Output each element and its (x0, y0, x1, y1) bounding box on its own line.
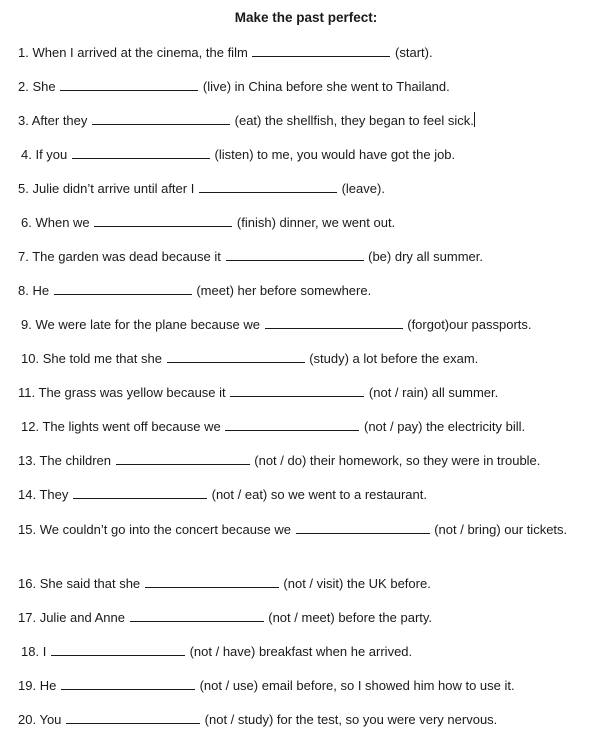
item-text-after: (not / have) breakfast when he arrived. (189, 644, 413, 659)
item-text-after: (not / pay) the electricity bill. (363, 419, 526, 434)
exercise-item-17 (18, 608, 432, 628)
answer-blank[interactable] (252, 43, 390, 57)
item-text-before: He (39, 678, 57, 693)
answer-blank[interactable] (225, 417, 359, 431)
item-number: 5. (18, 181, 29, 196)
item-text-before: She said that she (39, 576, 141, 591)
item-text-after: (forgot)our passports. (407, 317, 532, 332)
item-text-before: We couldn’t go into the concert because we (39, 522, 291, 537)
item-text-before: He (32, 283, 50, 298)
item-text-before: We were late for the plane because we (35, 317, 260, 332)
item-text-before: The children (39, 453, 112, 468)
item-number: 13. (18, 453, 37, 468)
exercise-item-18 (21, 642, 412, 662)
item-text-before: She (32, 79, 56, 94)
item-text-before: They (39, 487, 69, 502)
answer-blank[interactable] (230, 383, 364, 397)
item-number: 12. (21, 419, 40, 434)
answer-blank[interactable] (199, 179, 337, 193)
item-text-before: If you (35, 147, 68, 162)
exercise-item-5 (18, 179, 385, 199)
answer-blank[interactable] (130, 608, 264, 622)
item-text-before: She told me that she (42, 351, 162, 366)
answer-blank[interactable] (167, 349, 305, 363)
item-number: 9. (21, 317, 32, 332)
answer-blank[interactable] (60, 77, 198, 91)
item-number: 16. (18, 576, 37, 591)
item-text-before: You (39, 712, 62, 727)
exercise-item-11 (18, 383, 498, 403)
item-text-after: (not / meet) before the party. (268, 610, 433, 625)
answer-blank[interactable] (92, 111, 230, 125)
item-text-before: After they (31, 113, 88, 128)
answer-blank[interactable] (265, 315, 403, 329)
item-text-after: (listen) to me, you would have got the job. (214, 147, 456, 162)
item-text-before: Julie didn’t arrive until after I (32, 181, 195, 196)
answer-blank[interactable] (54, 281, 192, 295)
item-number: 2. (18, 79, 29, 94)
item-text-before: The lights went off because we (42, 419, 221, 434)
answer-blank[interactable] (116, 451, 250, 465)
item-text-before: The grass was yellow because it (38, 385, 226, 400)
exercise-item-8 (18, 281, 371, 301)
worksheet-title: Make the past perfect: (234, 10, 378, 25)
item-text-after: (start). (395, 45, 433, 60)
exercise-item-15 (18, 519, 578, 540)
item-number: 7. (18, 249, 29, 264)
exercise-item-20 (18, 710, 497, 730)
item-text-after: (not / bring) our tickets. (434, 522, 568, 537)
item-text-after: (live) in China before she went to Thailand. (202, 79, 450, 94)
item-number: 18. (21, 644, 40, 659)
exercise-item-3 (18, 111, 475, 131)
item-text-before: Julie and Anne (39, 610, 125, 625)
answer-blank[interactable] (72, 145, 210, 159)
answer-blank[interactable] (51, 642, 185, 656)
item-text-after: (not / rain) all summer. (368, 385, 499, 400)
exercise-item-13 (18, 451, 540, 471)
exercise-item-6 (21, 213, 395, 233)
item-text-after: (be) dry all summer. (368, 249, 483, 264)
item-number: 4. (21, 147, 32, 162)
item-number: 11. (18, 385, 36, 400)
exercise-item-9 (21, 315, 532, 335)
item-number: 6. (21, 215, 32, 230)
answer-blank[interactable] (226, 247, 364, 261)
exercise-item-14 (18, 485, 427, 505)
item-number: 3. (18, 113, 29, 128)
item-text-after: (finish) dinner, we went out. (236, 215, 396, 230)
answer-blank[interactable] (94, 213, 232, 227)
item-number: 17. (18, 610, 37, 625)
answer-blank[interactable] (73, 485, 207, 499)
answer-blank[interactable] (61, 676, 195, 690)
exercise-item-10 (21, 349, 478, 369)
exercise-item-7 (18, 247, 483, 267)
exercise-item-12 (21, 417, 525, 437)
exercise-item-2 (18, 77, 450, 97)
answer-blank[interactable] (145, 574, 279, 588)
item-number: 19. (18, 678, 37, 693)
item-text-after: (not / use) email before, so I showed him how to use it. (199, 678, 515, 693)
exercise-item-1 (18, 43, 433, 63)
item-text-after: (leave). (341, 181, 385, 196)
item-text-before: When we (35, 215, 90, 230)
item-text-after: (not / study) for the test, so you were very nervous. (204, 712, 498, 727)
item-text-after: (not / visit) the UK before. (283, 576, 431, 591)
item-text-before: The garden was dead because it (32, 249, 221, 264)
answer-blank[interactable] (296, 520, 430, 534)
item-text-after: (eat) the shellfish, they began to feel sick. (234, 113, 474, 128)
item-number: 10. (21, 351, 40, 366)
exercise-item-16 (18, 574, 431, 594)
exercise-item-19 (18, 676, 515, 696)
item-number: 1. (18, 45, 29, 60)
exercise-item-4 (21, 145, 455, 165)
item-text-before: When I arrived at the cinema, the film (32, 45, 248, 60)
item-number: 20. (18, 712, 37, 727)
item-text-after: (meet) her before somewhere. (196, 283, 372, 298)
text-cursor (474, 112, 475, 127)
answer-blank[interactable] (66, 710, 200, 724)
item-text-after: (study) a lot before the exam. (309, 351, 479, 366)
item-number: 8. (18, 283, 29, 298)
item-text-before: I (42, 644, 47, 659)
item-number: 14. (18, 487, 37, 502)
item-text-after: (not / eat) so we went to a restaurant. (211, 487, 427, 502)
item-text-after: (not / do) their homework, so they were in trouble. (254, 453, 541, 468)
item-number: 15. (18, 522, 37, 537)
